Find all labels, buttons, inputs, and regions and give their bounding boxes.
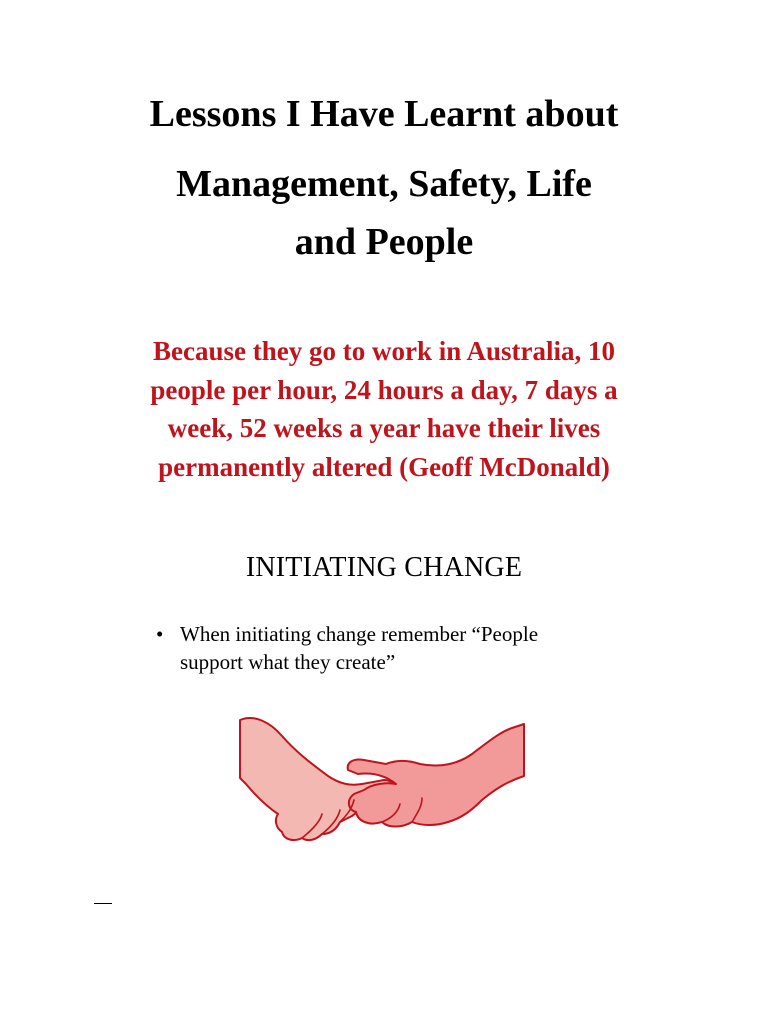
list-item (154, 620, 614, 676)
bullet-text (180, 620, 614, 676)
quote-line-2: people per hour, 24 hours a day, 7 days a (150, 374, 618, 405)
bullet-list (154, 620, 614, 676)
right-arm-shape (348, 724, 524, 827)
handshake-icon (236, 714, 528, 854)
stray-dash-mark (94, 903, 112, 904)
section-heading: INITIATING CHANGE (245, 552, 523, 583)
page-title-line-2: Management, Safety, Life (176, 163, 592, 205)
bullet-marker: • (156, 622, 164, 646)
safety-quote (80, 332, 688, 486)
quote-line-1: Because they go to work in Australia, 10 (153, 336, 615, 366)
bullet-line-1: When initiating change remember “People (180, 622, 539, 646)
quote-line-4: permanently altered (Geoff McDonald) (158, 451, 610, 482)
bullet-line-2: support what they create” (180, 650, 396, 674)
page-title-line-3: and People (294, 221, 474, 263)
quote-line-3: week, 52 weeks a year have their lives (167, 413, 601, 443)
page-title-line-1: Lessons I Have Learnt about (149, 93, 619, 135)
